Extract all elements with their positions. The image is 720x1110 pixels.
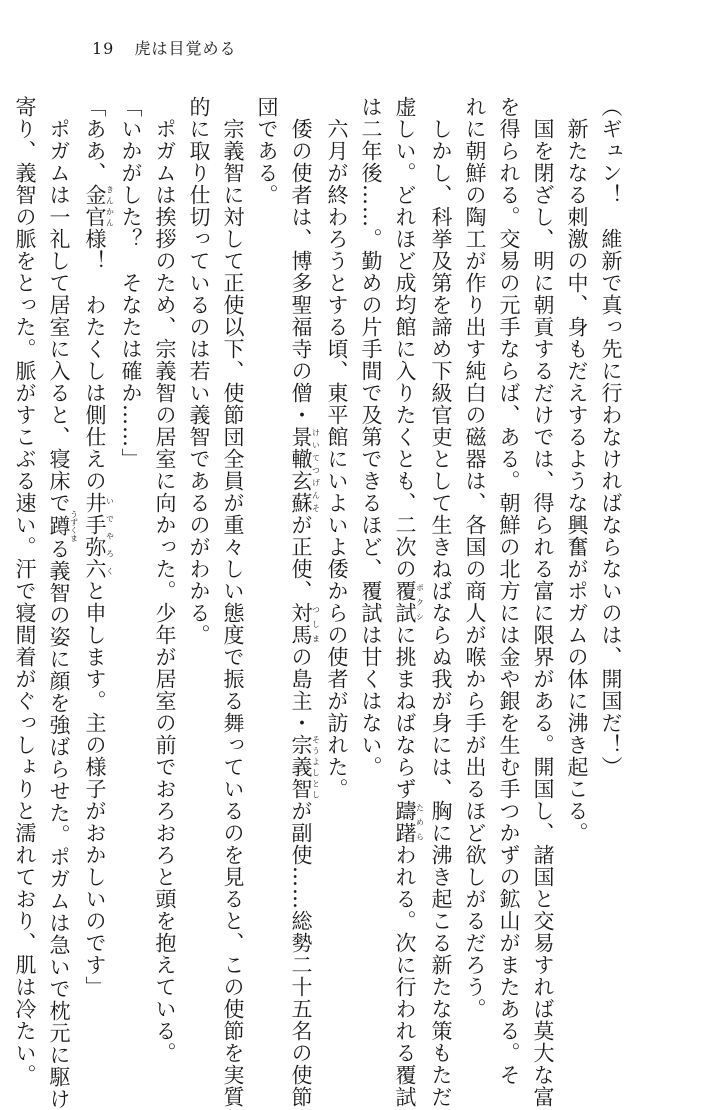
ruby-reading: つしま [311,602,321,646]
text-line [458,96,492,1020]
text-line [560,96,594,996]
text-segment: れに朝鮮の陶工が作り出す純白の磁器は、各国の商人が喉から手が出るほど欲しがるだろう。 [463,96,487,1020]
text-line [182,96,216,996]
text-line [8,96,42,1086]
ruby-base: 躊躇 [393,800,417,844]
ruby-annotation [83,184,115,228]
ruby-reading: ためら [415,800,425,844]
ruby-base: 覆試 [393,580,417,624]
ruby-base: 景轍玄蘇 [289,426,313,514]
text-line [114,96,148,996]
text-segment: 国を閉ざし、明に朝貢するだけでは、得られる富に限界がある。開国し、諸国と交易すれば莫大な富 [531,96,555,1108]
ruby-reading: けいてつげんそ [311,426,321,514]
text-segment: ポガムは一礼して居室に入ると、寝床で [47,96,71,514]
text-segment: を得られる。交易の元手ならば、ある。朝鮮の北方には金や銀を生む手つかずの鉱山がまたある。そ [497,96,521,1086]
text-segment: る義智の姿に顔を強ばらせた。ポガムは急いで枕元に駆け [47,538,71,1110]
text-segment: 倭の使者は、博多聖福寺の僧・ [289,96,313,426]
text-line [354,96,388,996]
body-text [13,96,628,1110]
ruby-base: 対馬 [289,602,313,646]
ruby-reading: きんかん [105,184,115,228]
text-segment: 六月が終わろうとする頃、東平館にいよいよ倭からの使者が訪れた。 [325,96,349,800]
text-segment: に挑まねばならず [393,624,417,800]
text-line [594,96,628,996]
text-segment: 宗義智に対して正使以下、使節団全員が重々しい態度で振る舞っているのを見ると、この使節を実質 [221,96,245,1108]
text-segment: 団である。 [255,96,279,206]
page-number: 19 [92,39,115,58]
ruby-base: 蹲 [47,510,71,542]
text-segment: 寄り、義智の脈をとった。脈がすこぶる速い。汗で寝間着がぐっしょりと濡れており、肌は冷たい。 [13,96,37,1086]
text-segment: が正使、 [289,514,313,602]
ruby-annotation [47,510,79,542]
chapter-title: 虎は目覚める [134,39,237,58]
ruby-annotation [393,580,425,624]
text-line [284,96,321,1108]
text-line [492,96,526,1086]
text-line [216,96,250,1108]
ruby-annotation [289,734,321,800]
text-segment: ポガムは挨拶のため、宗義智の居室に向かった。少年が居室の前でおろおろと頭を抱えている。 [153,96,177,1064]
text-line [320,96,354,996]
text-segment: 「いかがした？ そなたは確か……」 [119,96,143,470]
text-line [78,96,114,996]
ruby-base: 井手弥六 [83,492,107,580]
text-line [42,96,79,1110]
text-segment: （ギュン！ 維新で真っ先に行わなければならないのは、開国だ！） [599,96,623,778]
text-segment: が副使……総勢二十五名の使節 [289,800,313,1108]
ruby-reading: ポクシ [415,580,425,624]
text-line [424,96,458,1108]
ruby-reading: いでやろく [105,492,115,580]
text-line [148,96,182,1064]
ruby-reading: うずくま [69,510,79,542]
text-segment: は二年後……。勤めの片手間で及第できるほど、覆試は甘くはない。 [359,96,383,778]
ruby-base: 金官 [83,184,107,228]
ruby-reading: そうよしとし [311,734,321,800]
text-line [250,96,284,996]
text-line [388,96,425,1108]
text-segment: 「ああ、 [83,96,107,184]
text-segment: 的に取り仕切っているのは若い義智であるのがわかる。 [187,96,211,646]
ruby-annotation [393,800,425,844]
ruby-annotation [83,492,115,580]
text-segment: 様！ わたくしは側仕えの [83,228,107,492]
text-segment: われる。次に行われる覆試 [393,844,417,1108]
text-segment: 新たなる刺激の中、身もだえするような興奮がポガムの体に沸き起こる。 [565,96,589,844]
ruby-annotation [289,602,321,646]
text-line [526,96,560,1108]
ruby-annotation [289,426,321,514]
ruby-base: 宗義智 [289,734,313,800]
text-segment: 虚しい。どれほど成均館に入りたくとも、二次の [393,96,417,580]
text-segment: の島主・ [289,646,313,734]
running-head [92,36,236,59]
text-segment: しかし、科挙及第を諦め下級官吏として生きねばならぬ我が身には、胸に沸き起こる新たな策もただ [429,96,453,1108]
text-segment: と申します。主の様子がおかしいのです」 [83,580,107,998]
